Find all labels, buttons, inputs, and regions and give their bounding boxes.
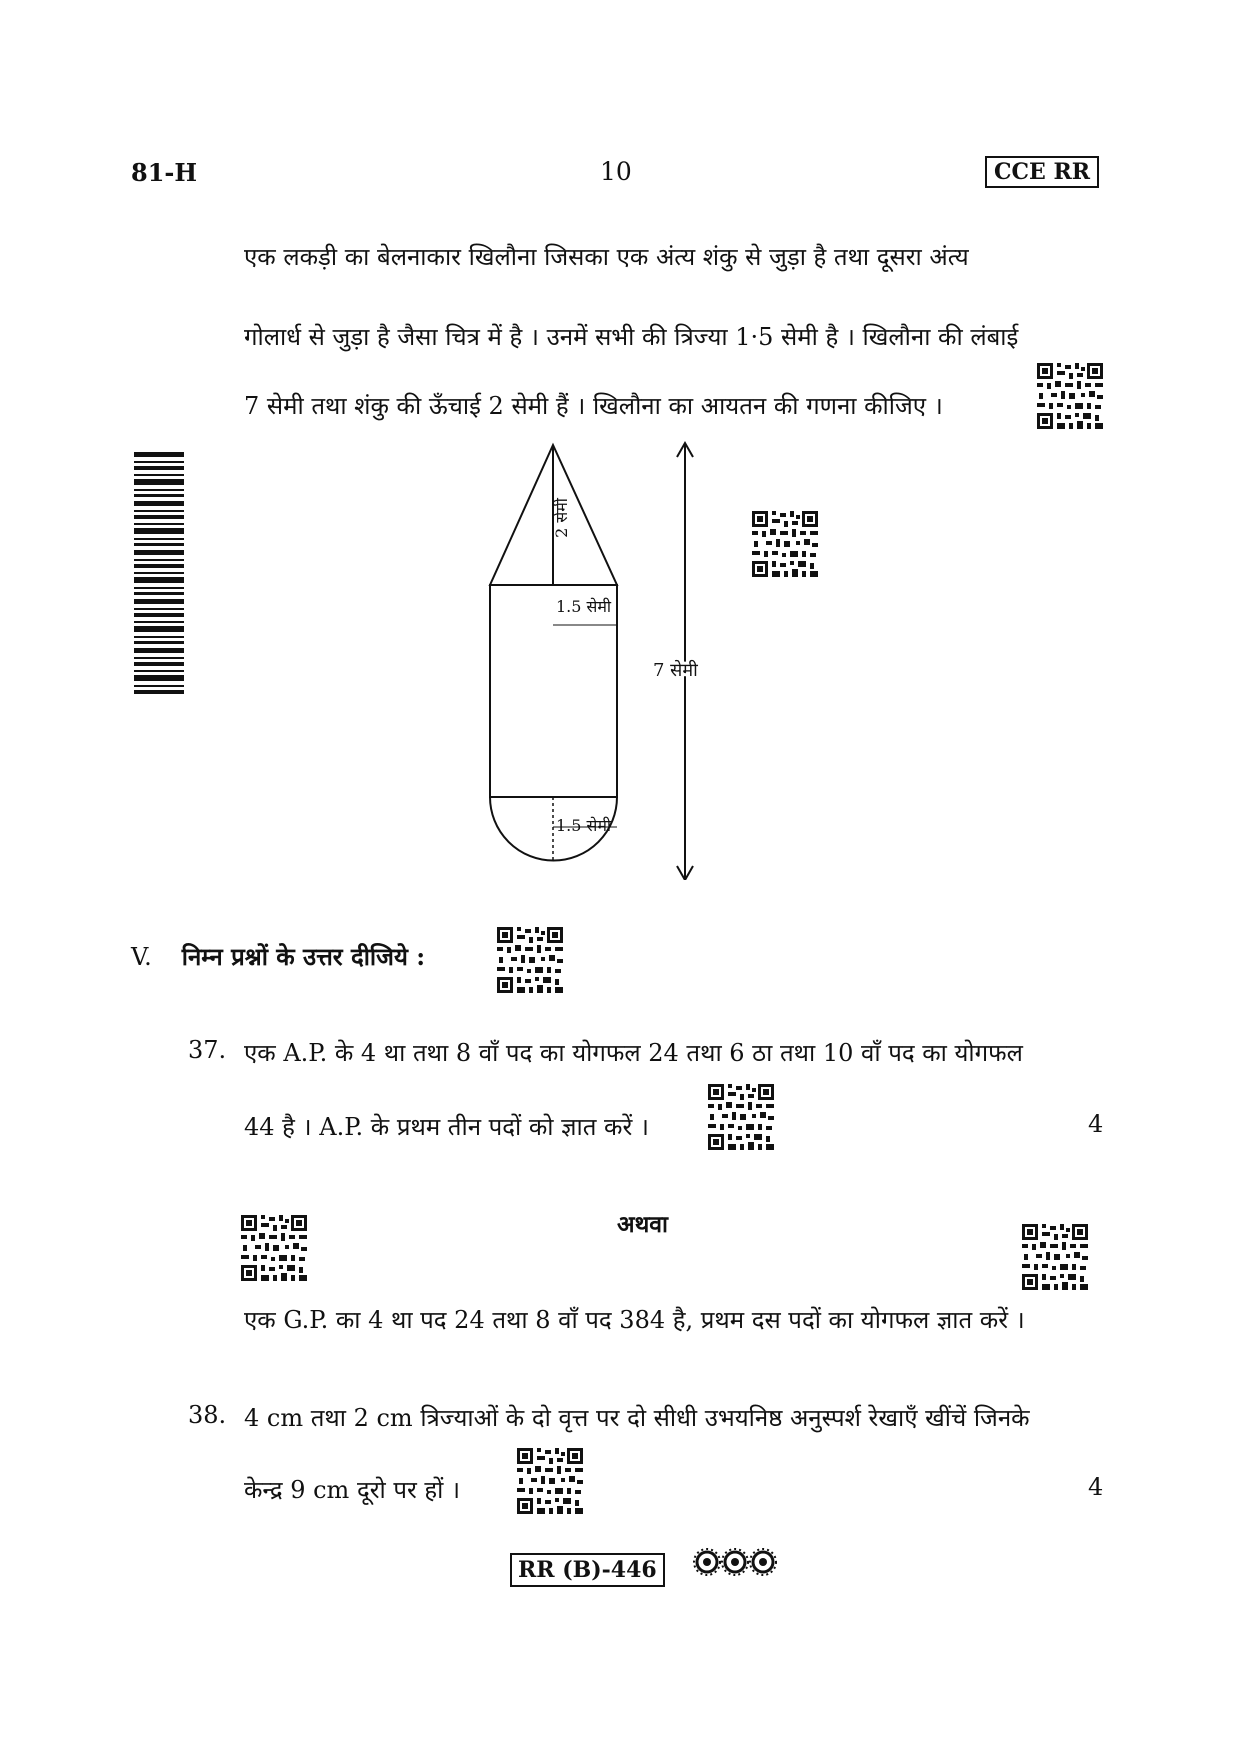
or-label: अथवा [617,1211,669,1238]
qr-code-icon [708,1084,774,1150]
cone-height-label: 2 सेमी [552,498,571,538]
footer-ornament-icon [693,1548,777,1576]
total-length-label: 7 सेमी [653,660,698,681]
q37-alternate: एक G.P. का 4 था पद 24 तथा 8 वाँ पद 384 है, प्रथम दस पदों का योगफल ज्ञात करें । [244,1306,1025,1334]
q37-line-2: 44 है । A.P. के प्रथम तीन पदों को ज्ञात करें । [244,1113,650,1141]
q37-number: 37. [188,1036,227,1064]
toy-figure [470,440,720,880]
qr-code-icon [752,511,818,577]
section-title: निम्न प्रश्नों के उत्तर दीजिये : [181,942,426,971]
cce-rr-box: CCE RR [985,156,1099,188]
section-v-heading [131,940,425,973]
qr-code-icon [517,1448,583,1514]
q36-line-1: एक लकड़ी का बेलनाकार खिलौना जिसका एक अंत्य शंकु से जुड़ा है तथा दूसरा अंत्य [244,243,969,271]
paper-code: 81-H [131,158,198,187]
section-roman: V. [131,943,152,971]
cylinder-radius-label: 1.5 सेमी [556,597,612,616]
barcode-icon [134,452,184,694]
q37-marks: 4 [1088,1110,1104,1138]
qr-code-icon [1022,1224,1088,1290]
q38-marks: 4 [1088,1473,1104,1501]
cylinder-shape [490,585,617,797]
hemisphere-radius-label: 1.5 सेमी [556,816,612,835]
q38-line-1: 4 cm तथा 2 cm त्रिज्याओं के दो वृत्त पर दो सीधी उभयनिष्ठ अनुस्पर्श रेखाएँ खींचें जिनके [244,1404,1030,1432]
qr-code-icon [241,1215,307,1281]
q37-line-1: एक A.P. के 4 था तथा 8 वाँ पद का योगफल 24 तथा 6 ठा तथा 10 वाँ पद का योगफल [244,1039,1023,1067]
qr-code-icon [1037,363,1103,429]
q38-number: 38. [188,1401,227,1429]
qr-code-icon [497,927,563,993]
page-number: 10 [600,157,632,186]
q36-line-3: 7 सेमी तथा शंकु की ऊँचाई 2 सेमी हैं । खिलौना का आयतन की गणना कीजिए । [244,392,943,420]
q38-line-2: केन्द्र 9 cm दूरो पर हों । [244,1476,461,1504]
footer-code: RR (B)-446 [510,1553,665,1587]
q36-line-2: गोलार्ध से जुड़ा है जैसा चित्र में है । उनमें सभी की त्रिज्या 1·5 सेमी है । खिलौना की लंबाई [244,323,1019,351]
